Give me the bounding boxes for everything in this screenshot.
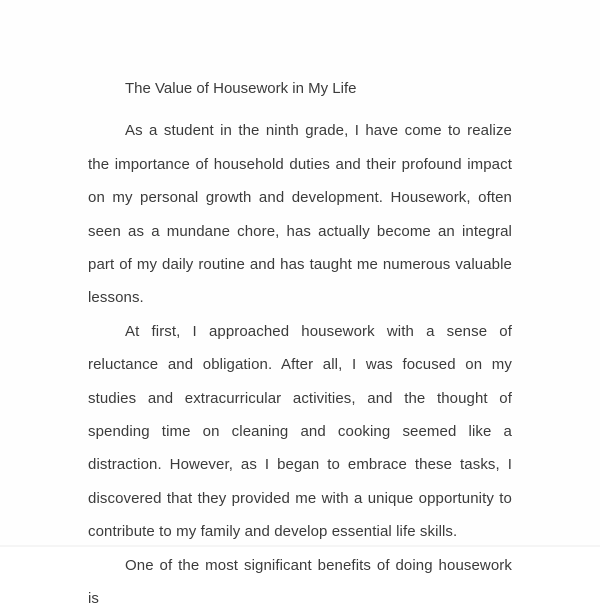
paragraph-1: As a student in the ninth grade, I have come to realize the importance of household duties and their profound impact on my personal growth and development. Housework, often seen as a mundane chore, has actually become an integral part of my daily routine and has taught me numerous valuable lessons. [88,122,512,307]
paragraph-3: One of the most significant benefits of doing housework is [88,556,512,608]
document-title: The Value of Housework in My Life [125,80,357,97]
paragraph-2: At first, I approached housework with a sense of reluctance and obligation. After all, I was focused on my studies and extracurricular activities, and the thought of spending time on cleaning and cooking seemed like a distraction. However, as I began to embrace these tasks, I discovered that they provided me with a unique opportunity to contribute to my family and develop essential life skills. [88,322,512,541]
